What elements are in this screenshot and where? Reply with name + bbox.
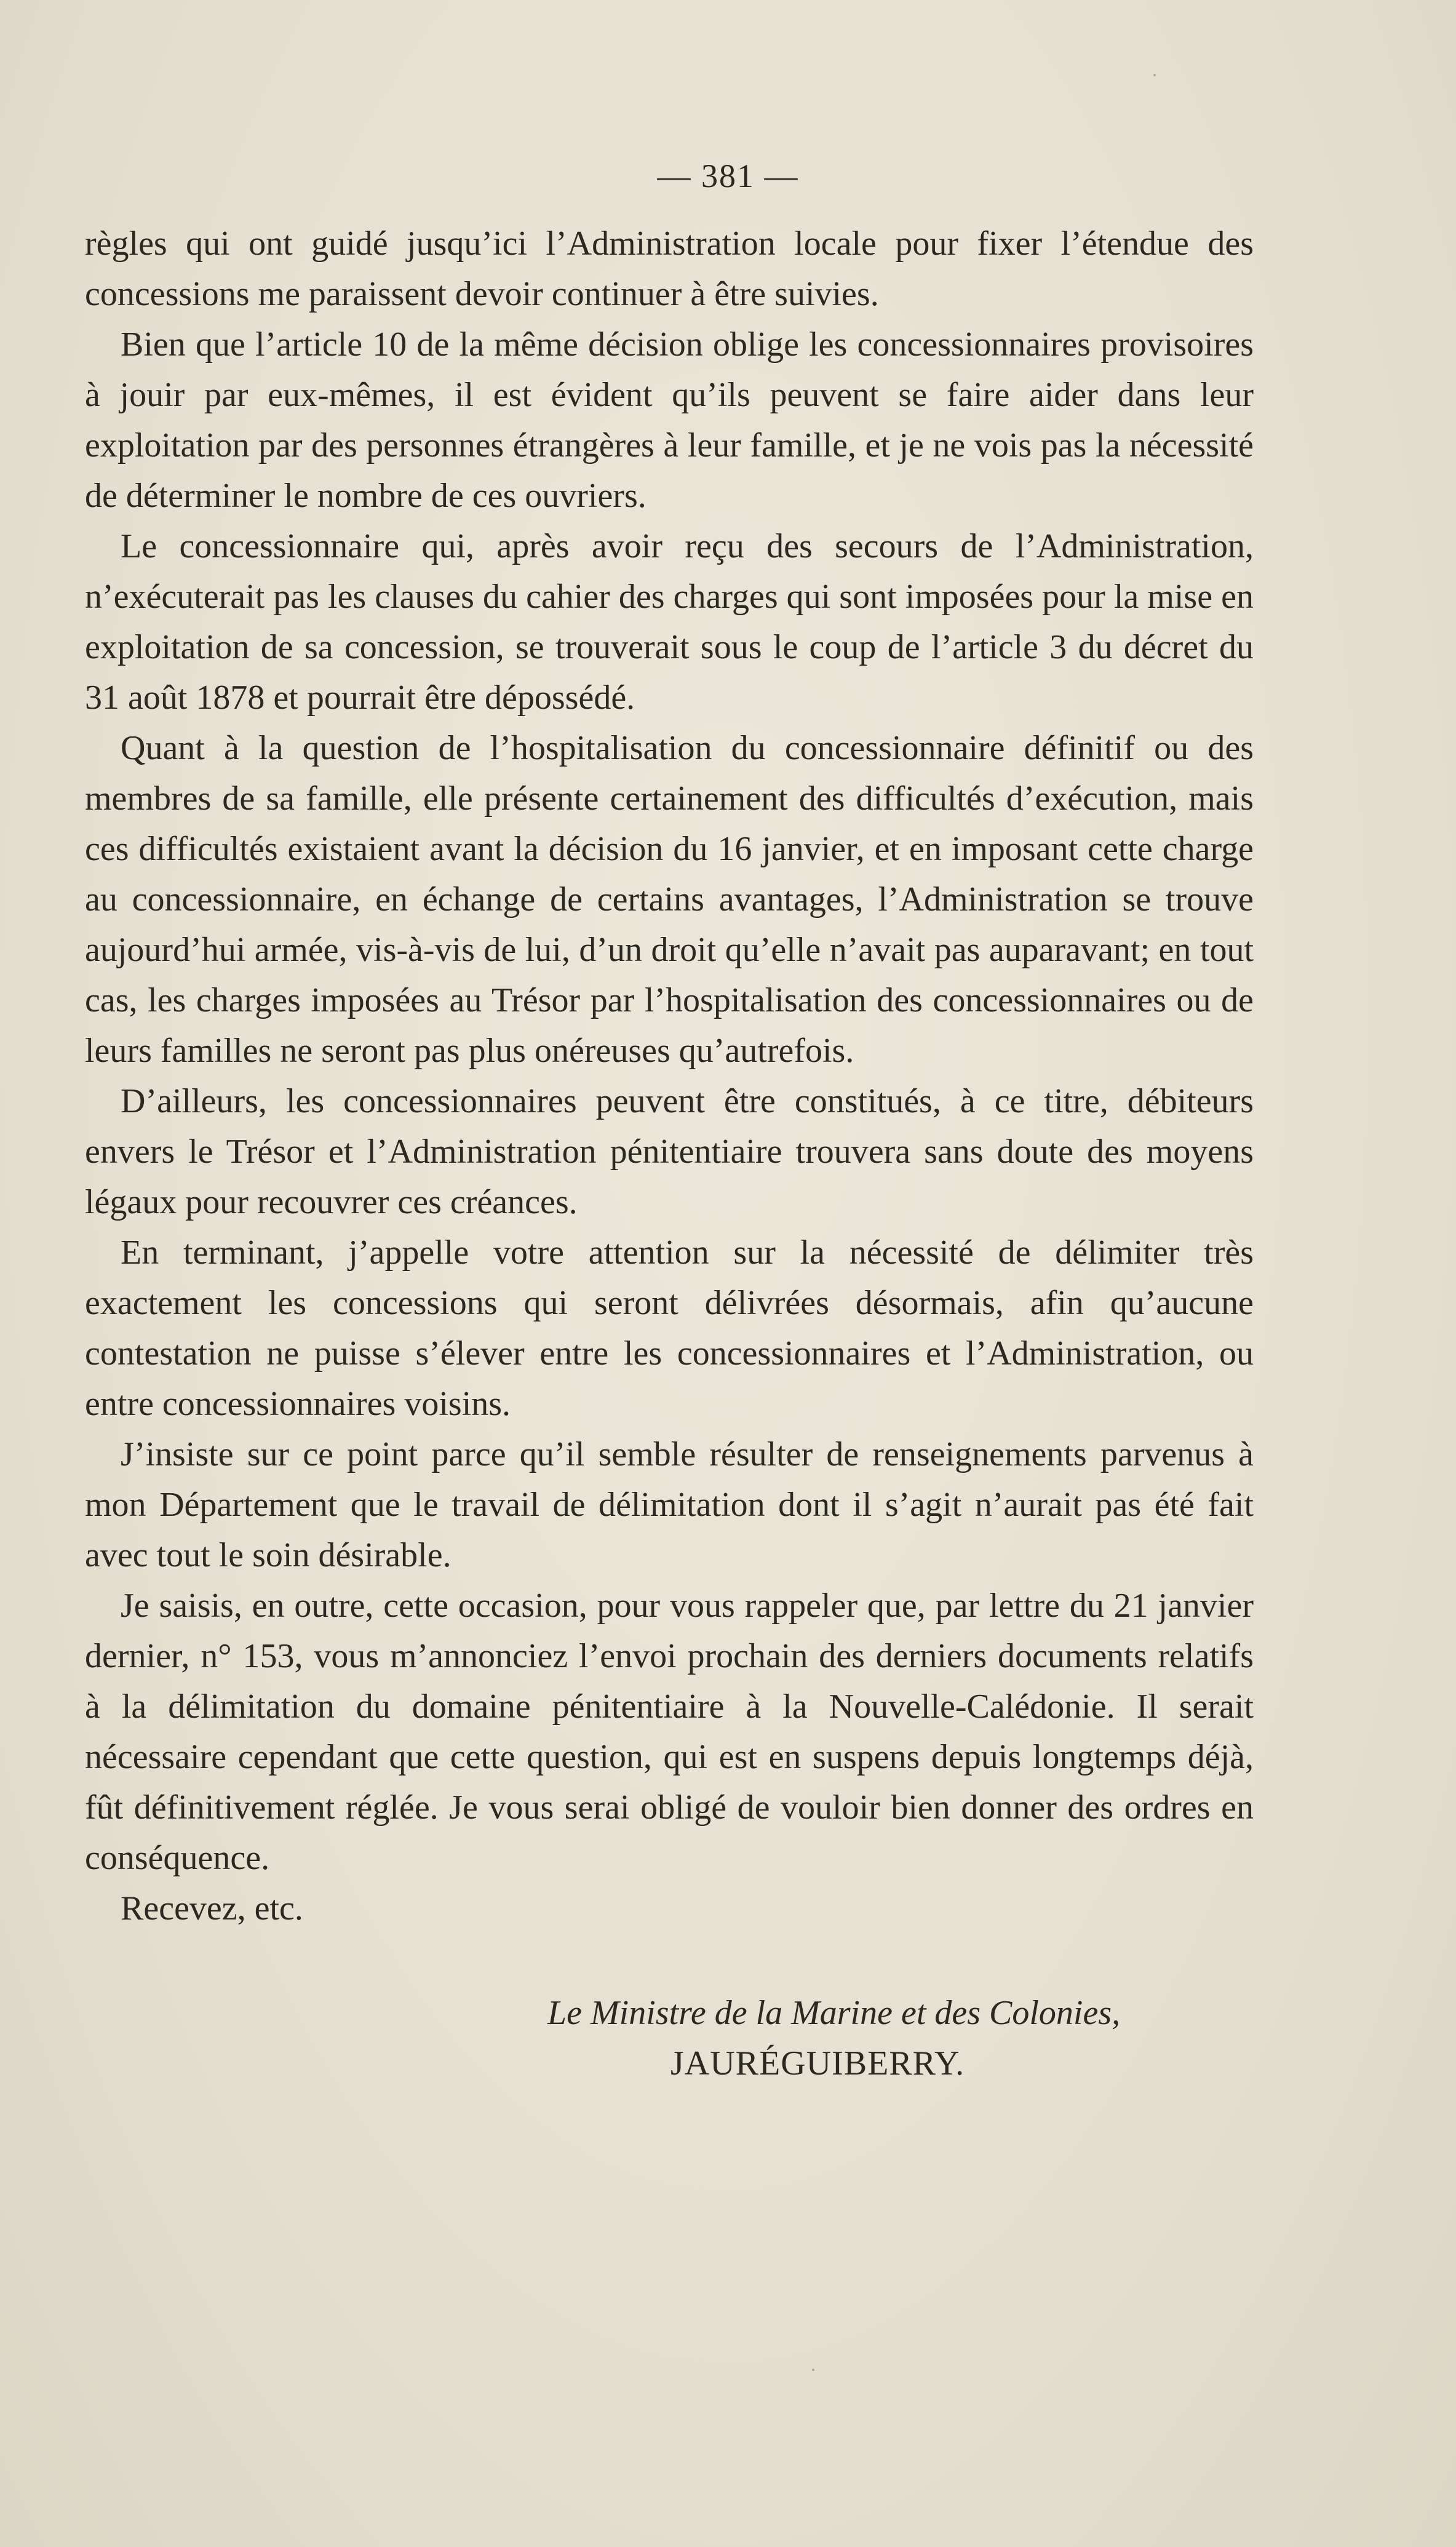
signature-title: Le Ministre de la Marine et des Colonies, [547,1994,1121,2032]
letter-body [85,218,1254,1934]
paragraph-2: Bien que l’article 10 de la même décision oblige les concessionnaires provisoires à jouir par eux-mêmes, il est évident qu’ils peuvent se faire aider dans leur exploitation par des personnes étrangères à leur famille, et je ne vois pas la nécessité de déterminer le nombre de ces ouvriers. [85,325,1254,515]
paragraph-6: En terminant, j’appelle votre attention sur la nécessité de délimiter très exactement les concessions qui seront délivrées désormais, afin qu’aucune contestation ne puisse s’élever entre les concessionnaires et l’Administration, ou entre concessionnaires voisins. [85,1234,1254,1423]
paragraph-5: D’ailleurs, les concessionnaires peuvent être constitués, à ce titre, débiteurs envers le Trésor et l’Administration pénitentiaire trouvera sans doute des moyens légaux pour recouvrer ces créances. [85,1082,1254,1221]
paragraph-8: Je saisis, en outre, cette occasion, pour vous rappeler que, par lettre du 21 janvier dernier, n° 153, vous m’annonciez l’envoi prochain des derniers documents relatifs à la délimitation du domaine pénitentiaire à la Nouvelle-Calédonie. Il serait nécessaire cependant que cette question, qui est en suspens depuis longtemps déjà, fût définitivement réglée. Je vous serai obligé de vouloir bien donner des ordres en conséquence. [85,1587,1254,1877]
closing-formula: Recevez, etc. [121,1889,303,1927]
paper-speck [1153,74,1156,76]
paragraph-4: Quant à la question de l’hospitalisation du concessionnaire définitif ou des membres de sa famille, elle présente certainement des difficultés d’exécution, mais ces difficultés existaient avant la décision du 16 janvier, et en imposant cette charge au concessionnaire, en échange de certains avantages, l’Administration se trouve aujourd’hui armée, vis-à-vis de lui, d’un droit qu’elle n’avait pas auparavant; en tout cas, les charges imposées au Trésor par l’hospitalisation des concessionnaires ou de leurs familles ne seront pas plus onéreuses qu’autrefois. [85,729,1254,1070]
paper-speck [812,2369,814,2371]
page-number: — 381 — [657,157,799,194]
signature-name: JAURÉGUIBERRY. [670,2044,965,2083]
paragraph-7: J’insiste sur ce point parce qu’il semble résulter de renseignements parvenus à mon Département que le travail de délimitation dont il s’agit n’aurait pas été fait avec tout le soin désirable. [85,1435,1254,1574]
paragraph-3: Le concessionnaire qui, après avoir reçu des secours de l’Administration, n’exécuterait pas les clauses du cahier des charges qui sont imposées pour la mise en exploitation de sa concession, se trouverait sous le coup de l’article 3 du décret du 31 août 1878 et pourrait être dépossédé. [85,527,1254,717]
paragraph-1: règles qui ont guidé jusqu’ici l’Administration locale pour fixer l’étendue des concessions me paraissent devoir continuer à être suivies. [85,225,1254,313]
